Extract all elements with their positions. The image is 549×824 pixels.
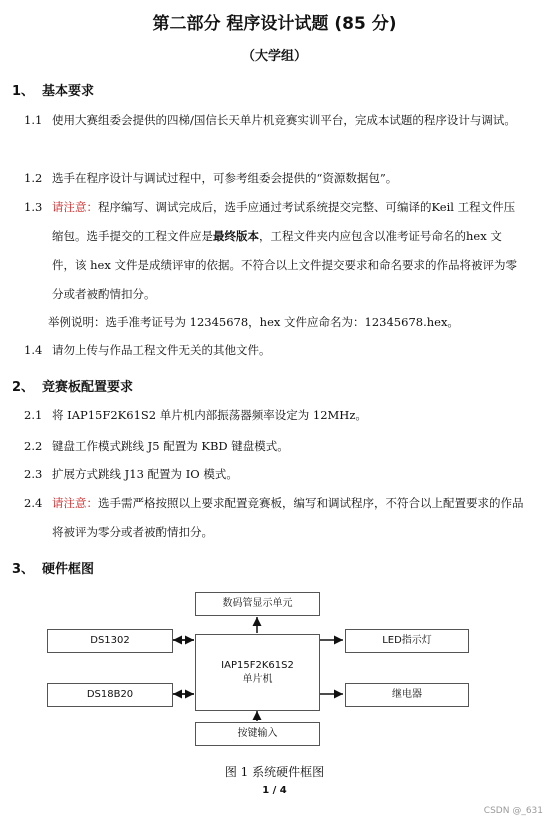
mcu-box	[195, 634, 320, 711]
ds1302-box	[47, 629, 173, 653]
ds18b20-label: DS18B20	[86, 689, 134, 700]
section-title: 竞赛板配置要求	[42, 380, 134, 395]
item-number: 2.2	[24, 439, 43, 453]
note-label: 请注意：	[52, 200, 98, 214]
section-number: 1、	[12, 84, 35, 99]
relay-label: 继电器	[392, 689, 422, 700]
item-text-part-a: 程序编写、调试完成后，选手应通过考试系统提交完整、可编译的Keil 工程文件压缩包。选手提交的工程文件应是	[52, 200, 516, 243]
key-input-label: 按键输入	[237, 728, 278, 739]
ds18b20-box	[47, 683, 173, 707]
item-number: 1.3	[24, 200, 43, 214]
relay-box	[345, 683, 469, 707]
page-title: 第二部分 程序设计试题 (85 分)	[152, 14, 397, 34]
item-text: 将 IAP15F2K61S2 单片机内部振荡器频率设定为 12MHz。	[52, 408, 367, 422]
item-text: 选手在程序设计与调试过程中，可参考组委会提供的“资源数据包”。	[52, 171, 398, 185]
mcu-label-line2: 单片机	[242, 673, 273, 685]
item-text: 键盘工作模式跳线 J5 配置为 KBD 键盘模式。	[52, 439, 289, 453]
item-text: 使用大赛组委会提供的四梯/国信长天单片机竞赛实训平台，完成本试题的程序设计与调试。	[52, 113, 516, 127]
key-input-box	[195, 722, 320, 746]
item-number: 2.1	[24, 408, 43, 422]
item-text: 扩展方式跳线 J13 配置为 IO 模式。	[52, 467, 238, 481]
page-number: 1 / 4	[262, 785, 287, 796]
led-label: LED指示灯	[382, 635, 432, 646]
section-title: 硬件框图	[42, 562, 95, 577]
item-text-body: 选手需严格按照以上要求配置竞赛板，编写和调试程序，不符合以上配置要求的作品将被评为零分或者被酌情扣分。	[52, 496, 524, 539]
item-text: 请勿上传与作品工程文件无关的其他文件。	[52, 343, 271, 357]
display-unit-label: 数码管显示单元	[222, 598, 293, 609]
display-unit-box	[195, 592, 320, 616]
figure-caption: 图 1 系统硬件框图	[224, 765, 325, 779]
ds1302-label: DS1302	[90, 635, 130, 646]
item-number: 1.4	[24, 343, 43, 357]
item-number: 1.1	[24, 113, 43, 127]
item-number: 1.2	[24, 171, 43, 185]
led-box	[345, 629, 469, 653]
item-number: 2.4	[24, 496, 43, 510]
section-number: 2、	[12, 380, 35, 395]
page-subtitle: （大学组）	[241, 49, 307, 64]
item-text-part-b: ，工程文件夹内应包含以准考证号命名的hex 文件，该 hex 文件是成绩评审的依据。不符合以上文件提交要求和命名要求的作品将被评为零分或者被酌情扣分。	[52, 229, 518, 301]
item-text-bold: 最终版本	[213, 229, 259, 243]
mcu-label-line1: IAP15F2K61S2	[221, 659, 294, 671]
section-number: 3、	[12, 562, 35, 577]
example-note: 举例说明：选手准考证号为 12345678，hex 文件应命名为：12345678.hex。	[48, 315, 459, 329]
note-label: 请注意：	[52, 496, 98, 510]
watermark: CSDN @_631	[483, 806, 543, 816]
section-title: 基本要求	[42, 84, 95, 99]
item-number: 2.3	[24, 467, 43, 481]
